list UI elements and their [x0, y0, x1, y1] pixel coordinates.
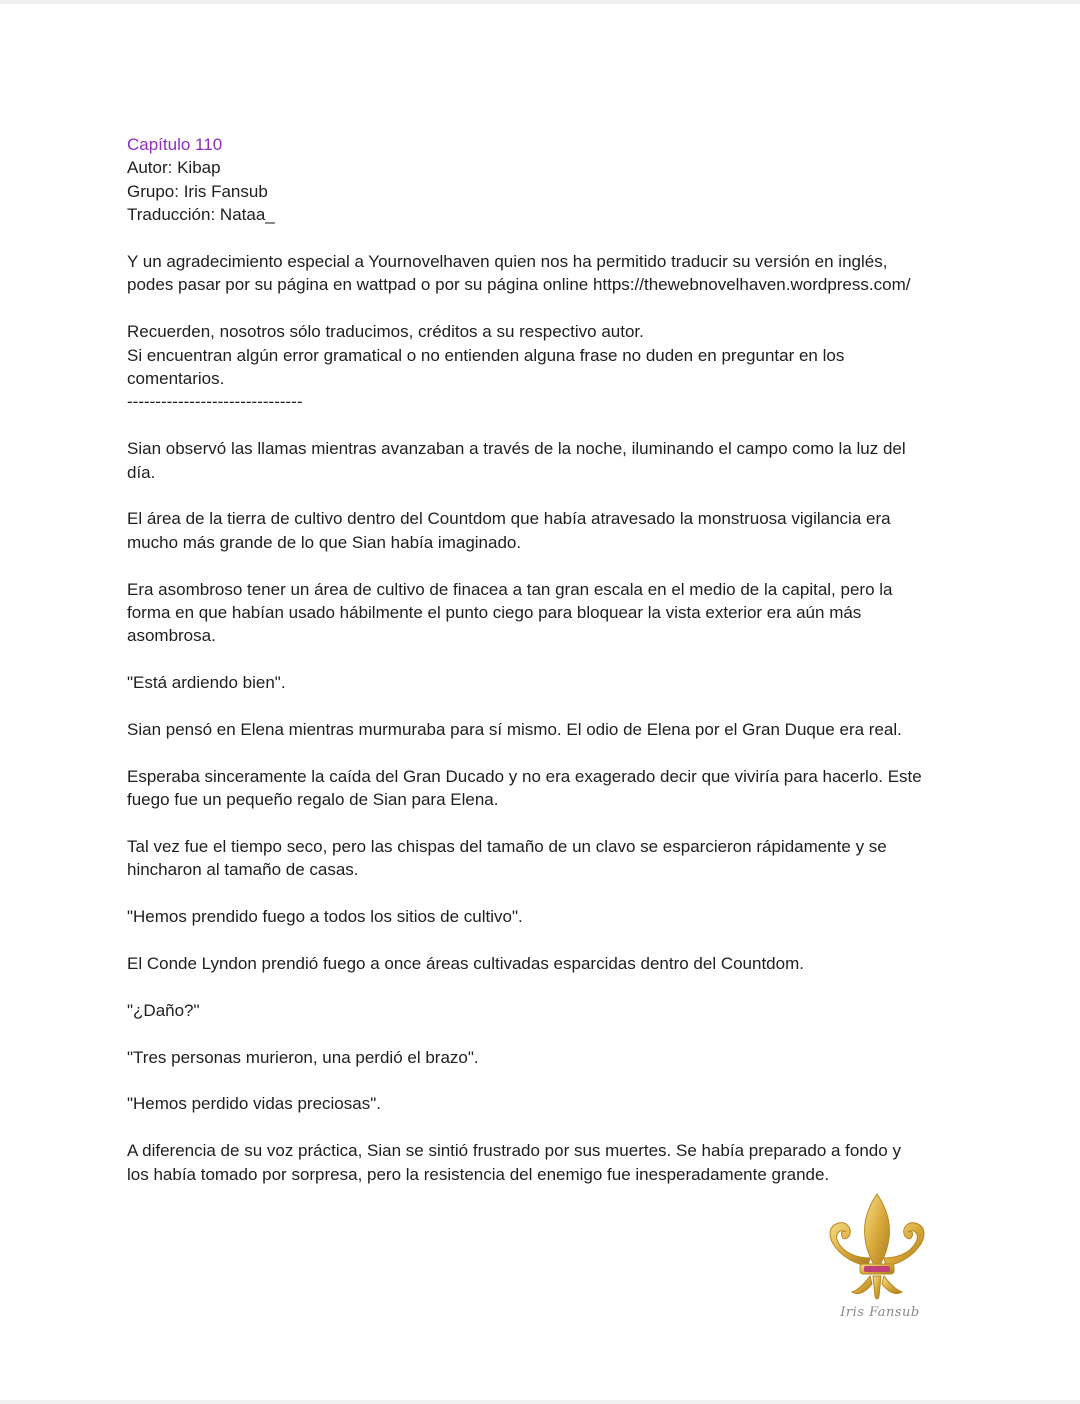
- notes-line: comentarios.: [127, 369, 225, 389]
- story-paragraph: [127, 578, 957, 648]
- story-paragraph: [127, 999, 957, 1022]
- story-paragraph: [127, 671, 957, 694]
- paragraph-line: Esperaba sinceramente la caída del Gran Ducado y no era exagerado decir que viviría para hacerlo. Este: [127, 766, 922, 786]
- story-paragraph: [127, 835, 957, 882]
- translation-line: Traducción: Nataa_: [127, 205, 275, 225]
- author-line: Autor: Kibap: [127, 158, 221, 178]
- document-body: [127, 133, 957, 1209]
- thanks-paragraph: [127, 250, 957, 297]
- iris-fansub-logo: [818, 1192, 936, 1332]
- chapter-title: Capítulo 110: [127, 135, 223, 154]
- story-paragraph: [127, 1092, 957, 1115]
- paragraph-line: "Hemos perdido vidas preciosas".: [127, 1094, 381, 1114]
- story-paragraph: [127, 507, 957, 554]
- paragraph-line: "¿Daño?": [127, 1000, 200, 1020]
- paragraph-line: El área de la tierra de cultivo dentro del Countdom que había atravesado la monstruosa vigilancia era: [127, 509, 891, 529]
- story-paragraph: [127, 952, 957, 975]
- paragraph-line: fuego fue un pequeño regalo de Sian para Elena.: [127, 790, 499, 810]
- paragraph-line: asombrosa.: [127, 626, 216, 646]
- story-paragraph: [127, 765, 957, 812]
- group-line: Grupo: Iris Fansub: [127, 181, 268, 201]
- story-paragraph: [127, 718, 957, 741]
- paragraph-line: El Conde Lyndon prendió fuego a once áreas cultivadas esparcidas dentro del Countdom.: [127, 954, 804, 974]
- paragraph-line: Sian observó las llamas mientras avanzaban a través de la noche, iluminando el campo como la luz del: [127, 439, 906, 459]
- notes-paragraph: [127, 320, 957, 414]
- separator-line: -------------------------------: [127, 392, 303, 412]
- notes-line: Si encuentran algún error gramatical o no entienden alguna frase no duden en preguntar en los: [127, 345, 845, 365]
- fleur-de-lis-icon: [818, 1192, 936, 1307]
- thanks-line: Y un agradecimiento especial a Yournovelhaven quien nos ha permitido traducir su versión en inglés,: [127, 252, 888, 272]
- paragraph-line: forma en que habían usado hábilmente el punto ciego para bloquear la vista exterior era aún más: [127, 603, 862, 623]
- chapter-header: [127, 133, 957, 227]
- paragraph-line: "Hemos prendido fuego a todos los sitios de cultivo".: [127, 907, 523, 927]
- notes-line: Recuerden, nosotros sólo traducimos, créditos a su respectivo autor.: [127, 322, 644, 342]
- logo-signature: Iris Fansub: [840, 1305, 920, 1320]
- story-body: [127, 437, 957, 1186]
- paragraph-line: Era asombroso tener un área de cultivo de finacea a tan gran escala en el medio de la capital, pero la: [127, 579, 893, 599]
- story-paragraph: [127, 1139, 957, 1186]
- paragraph-line: los había tomado por sorpresa, pero la resistencia del enemigo fue inesperadamente grande.: [127, 1164, 830, 1184]
- thanks-line: podes pasar por su página en wattpad o por su página online https://thewebnovelhaven.wordpress.com/: [127, 275, 911, 295]
- paragraph-line: Tal vez fue el tiempo seco, pero las chispas del tamaño de un clavo se esparcieron rápidamente y se: [127, 837, 887, 857]
- story-paragraph: [127, 1046, 957, 1069]
- paragraph-line: "Está ardiendo bien".: [127, 673, 286, 693]
- paragraph-line: Sian pensó en Elena mientras murmuraba para sí mismo. El odio de Elena por el Gran Duque era real.: [127, 720, 902, 740]
- paragraph-line: A diferencia de su voz práctica, Sian se sintió frustrado por sus muertes. Se había preparado a fondo y: [127, 1141, 901, 1161]
- paragraph-line: mucho más grande de lo que Sian había imaginado.: [127, 532, 522, 552]
- story-paragraph: [127, 905, 957, 928]
- document-page: [0, 4, 1080, 1400]
- paragraph-line: hincharon al tamaño de casas.: [127, 860, 359, 880]
- paragraph-line: "Tres personas murieron, una perdió el brazo".: [127, 1047, 479, 1067]
- story-paragraph: [127, 437, 957, 484]
- paragraph-line: día.: [127, 462, 156, 482]
